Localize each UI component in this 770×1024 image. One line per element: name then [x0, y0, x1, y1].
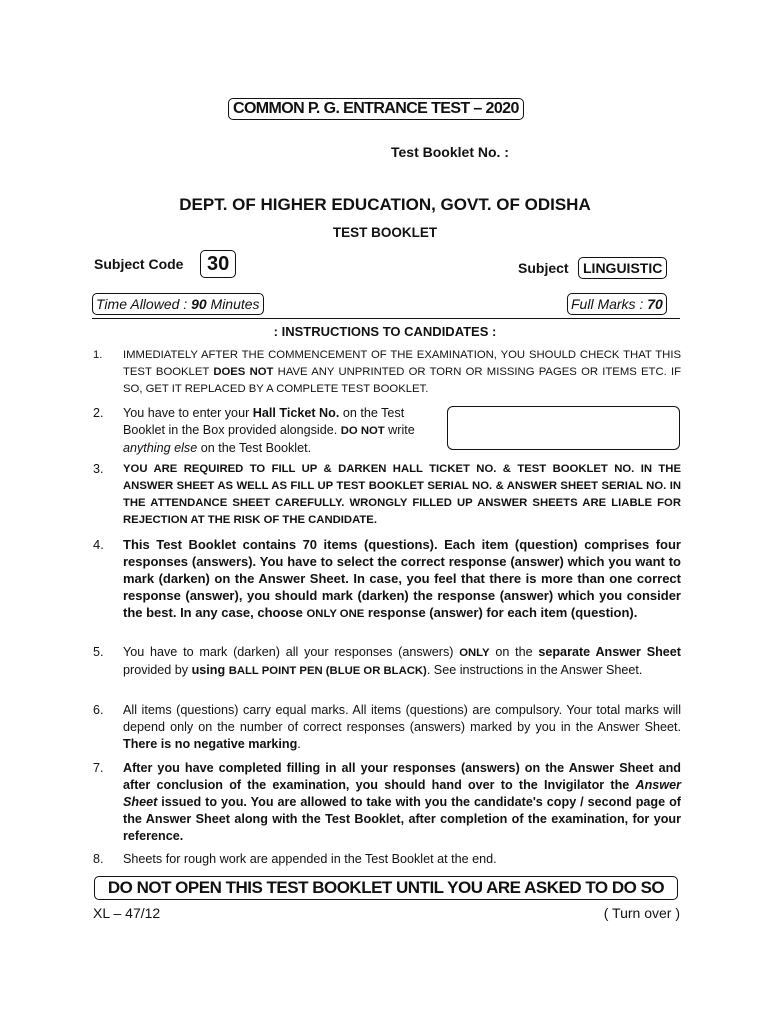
instruction-number: 7. — [93, 761, 104, 775]
time-allowed-label: Time Allowed : — [96, 296, 188, 312]
instruction-7: 7. After you have completed filling in all your responses (answers) on the Answer Sheet and after conclusion of the examination, you should hand over to the Invigilator the Answer Sheet issued to you. You are allowed to take with you the candidate's copy / second page of the Answer Sheet along with the Test Booklet, after completion of the examination, for your reference. — [93, 761, 681, 843]
instruction-8: 8. Sheets for rough work are appended in the Test Booklet at the end. — [93, 852, 497, 866]
full-marks-value: 70 — [647, 296, 663, 312]
test-booklet-heading: TEST BOOKLET — [332, 225, 438, 240]
instruction-number: 1. — [93, 349, 103, 361]
subject-code-label: Subject Code — [94, 256, 184, 272]
turn-over-note: ( Turn over ) — [603, 905, 680, 921]
instruction-number: 8. — [93, 852, 104, 866]
booklet-code: XL – 47/12 — [93, 905, 161, 921]
instruction-2: 2. You have to enter your Hall Ticket No. on the Test Booklet in the Box provided alongside. DO NOT write anything else on the Test Booklet. — [93, 406, 415, 455]
instructions-heading: : INSTRUCTIONS TO CANDIDATES : — [273, 324, 497, 339]
instruction-5: 5. You have to mark (darken) all your responses (answers) ONLY on the separate Answer Sheet provided by using BALL POINT PEN (BLUE OR BLACK). See instructions in the Answer Sheet. — [93, 645, 681, 677]
time-allowed-box — [92, 293, 264, 315]
subject-code-box: 30 — [200, 250, 236, 278]
do-not-open-warning: DO NOT OPEN THIS TEST BOOKLET UNTIL YOU ARE ASKED TO DO SO — [94, 876, 678, 900]
instruction-number: 6. — [93, 703, 104, 717]
instruction-3: 3. YOU ARE REQUIRED TO FILL UP & DARKEN HALL TICKET NO. & TEST BOOKLET NO. IN THE ANSWER SHEET AS WELL AS FILL UP TEST BOOKLET SERIAL NO. & ANSWER SHEET SERIAL NO. IN THE ATTENDANCE SHEET CAREFULLY. WRONGLY FILLED UP ANSWER SHEETS ARE LIABLE FOR REJECTION AT THE RISK OF THE CANDIDATE. — [93, 462, 681, 526]
department-heading: DEPT. OF HIGHER EDUCATION, GOVT. OF ODISHA — [179, 195, 591, 214]
subject-box: LINGUISTIC — [578, 257, 667, 279]
booklet-no-label: Test Booklet No. : — [391, 144, 509, 160]
divider-line — [92, 318, 680, 319]
instruction-number: 5. — [93, 645, 104, 659]
instruction-number: 3. — [93, 462, 104, 476]
instruction-number: 4. — [93, 537, 104, 552]
instruction-6: 6. All items (questions) carry equal marks. All items (questions) are compulsory. Your total marks will depend only on the number of correct responses (answers) marked by you in the Answer Sheet. There is no negative marking. — [93, 703, 681, 751]
hall-ticket-entry-box[interactable] — [447, 406, 680, 450]
full-marks-box — [567, 293, 667, 315]
full-marks-label: Full Marks : — [571, 296, 644, 312]
subject-label: Subject — [518, 260, 569, 276]
time-allowed-unit: Minutes — [210, 296, 260, 312]
instruction-1: 1. IMMEDIATELY AFTER THE COMMENCEMENT OF THE EXAMINATION, YOU SHOULD CHECK THAT THIS TEST BOOKLET DOES NOT HAVE ANY UNPRINTED OR TORN OR MISSING PAGES OR ITEMS ETC. IF SO, GET IT REPLACED BY A COMPLETE TEST BOOKLET. — [93, 349, 682, 395]
instruction-4: 4. This Test Booklet contains 70 items (questions). Each item (question) comprises four responses (answers). You have to select the correct response (answer) which you want to mark (darken) on the Answer Sheet. In case, you feel that there is more than one correct response (answer), you should mark (darken) the response (answer) which you consider the best. In any case, choose ONLY ONE response (answer) for each item (question). — [93, 537, 681, 620]
time-allowed-value: 90 — [191, 296, 207, 312]
exam-title: COMMON P. G. ENTRANCE TEST – 2020 — [228, 98, 524, 120]
instruction-number: 2. — [93, 406, 104, 420]
